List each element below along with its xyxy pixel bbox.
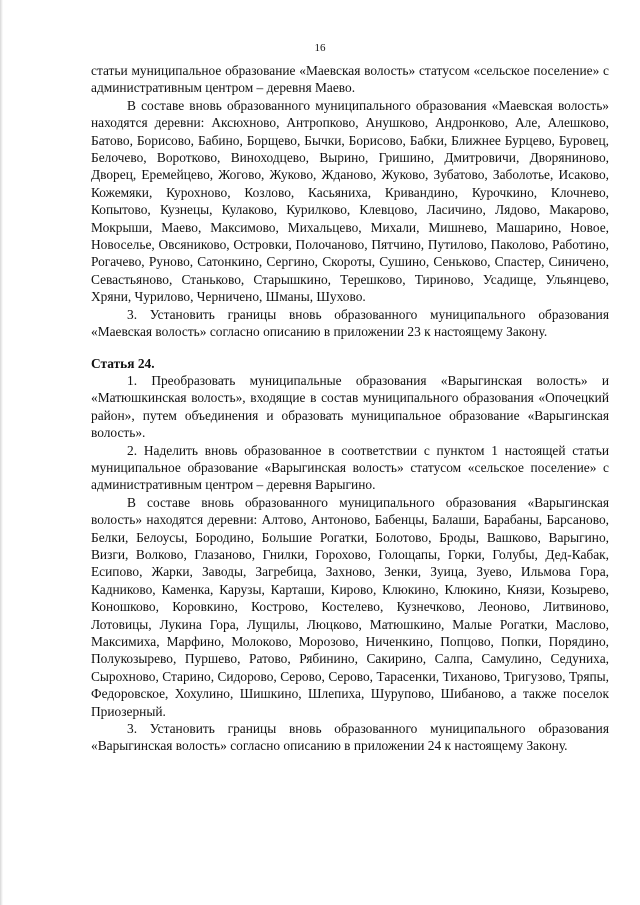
paragraph-maevskaya-villages: В составе вновь образованного муниципального образования «Маевская волость» находятся деревни: Аксюхново, Антропково, Анушково, Андронково, Але, Алешково, Батово, Борисово, Бабино, Борщево, Бычки, Борисово, Бабки, Ближнее Бурцево, Буровец, Белочево, Воротково, Виноходцево, Вырино, Гришино, Дмитровичи, Дворяниново, Дворец, Еремейцево, Жогово, Жуково, Жданово, Жуково, Зубатово, Заболотье, Исаково, Кожемяки, Курохново, Козлово, Касьяниха, Кривандино, Курочкино, Клочнево, Копытово, Кузнецы, Кулаково, Курилково, Клевцово, Ласичино, Лядово, Макарово, Мокрыши, Маево, Максимово, Михальцево, Михали, Мишнево, Машарино, Новое, Новоселье, Овсяниково, Островки, Полочаново, Пятчино, Путилово, Паколово, Работино, Рогачево, Руново, Сатонкино, Сергино, Скороты, Сушино, Сеньково, Спастер, Синичено, Севастьяново, Станьково, Старышкино, Терешково, Тириново, Усадище, Ульянцево, Хряни, Чурилово, Черничено, Шманы, Шухово. [91, 97, 609, 305]
scan-edge [0, 0, 3, 905]
paragraph-continuation: статьи муниципальное образование «Маевская волость» статусом «сельское поселение» с административным центром – деревня Маево. [91, 63, 609, 96]
paragraph-article-24-item-1: 1. Преобразовать муниципальные образования «Варыгинская волость» и «Матюшкинская волость», входящие в состав муниципального образования «Опочецкий район», путем объединения и образовать муниципальное образование «Варыгинская волость». [91, 372, 609, 441]
paragraph-varyginskaya-boundaries: 3. Установить границы вновь образованного муниципального образования «Варыгинская волость» согласно описанию в приложении 24 к настоящему Закону. [91, 721, 609, 754]
paragraph-maevskaya-boundaries: 3. Установить границы вновь образованного муниципального образования «Маевская волость» согласно описанию в приложении 23 к настоящему Закону. [91, 306, 609, 340]
article-heading: Статья 24. [91, 355, 155, 371]
paragraph-varyginskaya-villages: В составе вновь образованного муниципального образования «Варыгинская волость» находятся деревни: Алтово, Антоново, Бабенцы, Балаши, Барабаны, Барсаново, Белки, Белоусы, Бородино, Большие Рогатки, Болотово, Броды, Вашково, Варыгино, Визги, Волково, Глазаново, Гнилки, Горохово, Голощапы, Горки, Голубы, Дед-Кабак, Есипово, Жарки, Заводы, Загребица, Захново, Зенки, Зуица, Зуево, Ильмова Гора, Кадниково, Каменка, Карузы, Карташи, Кирово, Клюкино, Клюкино, Князи, Козырево, Коношково, Коровкино, Кострово, Костелево, Кузнечково, Леоново, Литвиново, Лотовицы, Лукина Гора, Лущилы, Люцково, Матюшкино, Малые Рогатки, Маслово, Максимиха, Марфино, Молоково, Морозово, Ниченкино, Попцово, Попки, Порядино, Полукозырево, Пуршево, Ратово, Рябинино, Сакирино, Салпа, Самулино, Седуниха, Сырохново, Старино, Сидорово, Серово, Серово, Тарасенки, Тиханово, Тригузово, Тряпы, Федоровское, Хохулино, Шишкино, Шлепиха, Шурупово, Шибаново, а также поселок Приозерный. [91, 494, 609, 719]
page-number: 16 [314, 42, 326, 54]
document-body [91, 62, 609, 755]
paragraph-article-24-item-2: 2. Наделить вновь образованное в соответствии с пунктом 1 настоящей статьи муниципальное образование «Варыгинская волость» статусом «сельское поселение» с административным центром – деревня Варыгино. [91, 442, 609, 493]
